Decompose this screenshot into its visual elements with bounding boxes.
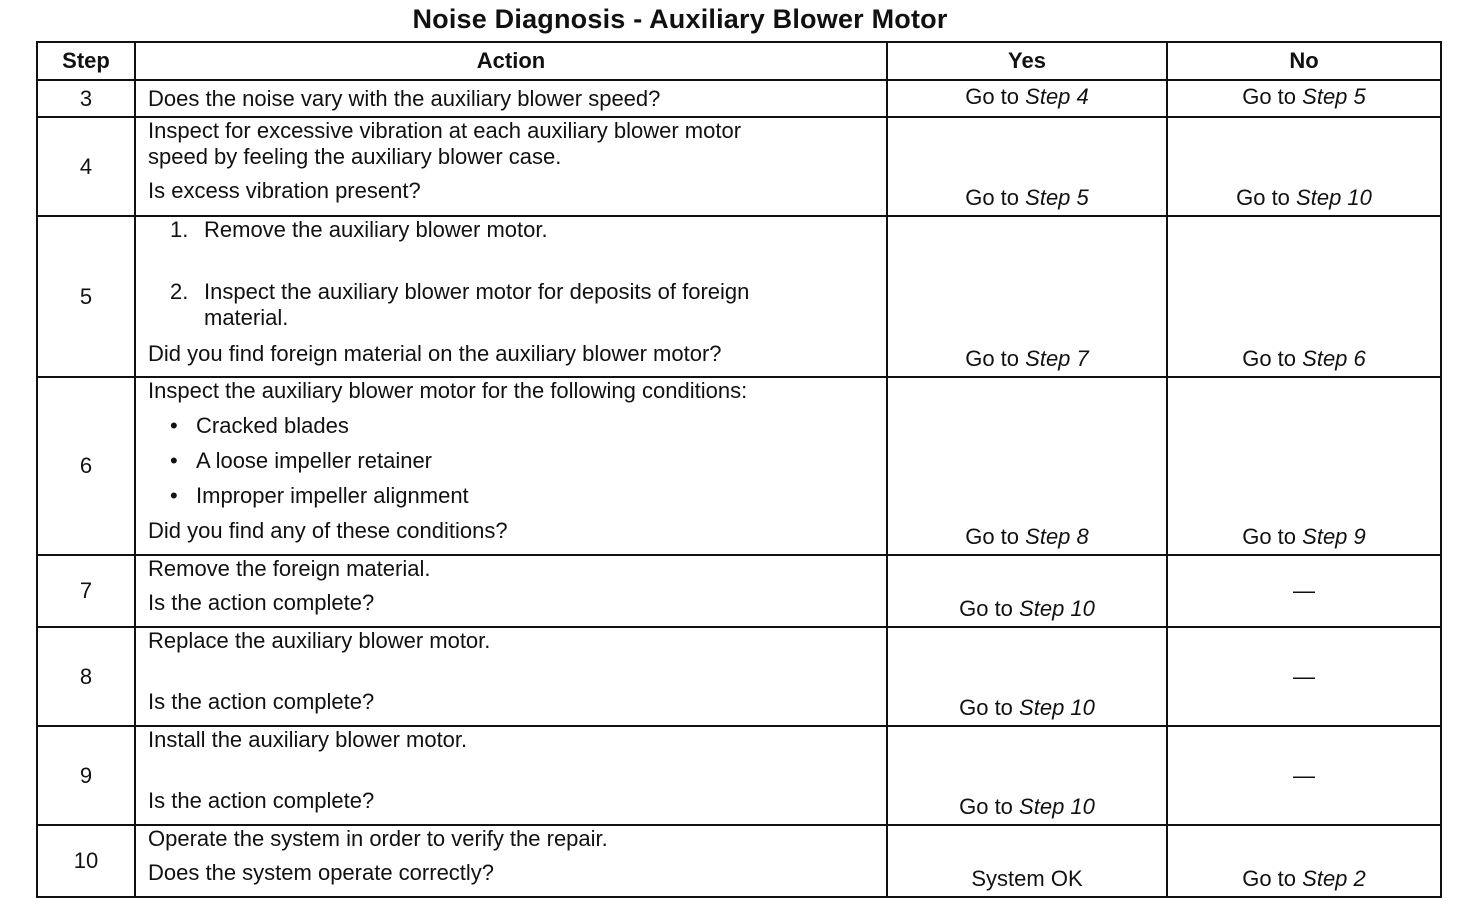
- no-cell: [1167, 117, 1441, 216]
- header-step: Step: [37, 42, 135, 80]
- action-text: Inspect the auxiliary blower motor for the following conditions:: [148, 378, 748, 403]
- no-prefix: Go to: [1242, 83, 1297, 109]
- no-cell: [1167, 825, 1441, 897]
- no-step-ref: Step 9: [1302, 524, 1366, 549]
- table-row: [37, 117, 1441, 216]
- yes-cell: [887, 80, 1167, 117]
- bullet-text: Cracked blades: [196, 413, 349, 438]
- step-number: 5: [37, 216, 135, 377]
- step-number: 4: [37, 117, 135, 216]
- header-action: Action: [135, 42, 887, 80]
- yes-prefix: Go to: [965, 185, 1020, 210]
- table-row: [37, 627, 1441, 726]
- table-row: [37, 825, 1441, 897]
- question-text: Does the system operate correctly?: [148, 860, 495, 885]
- question-text: Is the action complete?: [148, 689, 375, 714]
- bullet-item: [148, 413, 874, 439]
- diagnosis-table: [36, 41, 1442, 898]
- item-text: Inspect the auxiliary blower motor for deposits of foreign material.: [204, 279, 750, 330]
- yes-cell: [887, 555, 1167, 627]
- yes-cell: [887, 726, 1167, 825]
- table-row: [37, 377, 1441, 555]
- yes-cell: [887, 377, 1167, 555]
- bullet-text: Improper impeller alignment: [196, 483, 469, 508]
- no-prefix: Go to: [1242, 866, 1297, 891]
- yes-cell: [887, 216, 1167, 377]
- yes-prefix: Go to: [965, 83, 1020, 109]
- yes-step-ref: Step 10: [1019, 695, 1095, 720]
- no-prefix: Go to: [1242, 346, 1297, 371]
- no-dash: —: [1293, 578, 1315, 603]
- item-number: 2.: [170, 279, 189, 304]
- table-row: [37, 80, 1441, 117]
- header-row: [37, 42, 1441, 80]
- yes-step-ref: Step 10: [1019, 794, 1095, 819]
- yes-step-ref: Step 8: [1025, 524, 1089, 549]
- no-step-ref: Step 2: [1302, 866, 1366, 891]
- document-title: Noise Diagnosis - Auxiliary Blower Motor: [412, 4, 948, 34]
- numbered-item: [148, 217, 874, 243]
- header-no: No: [1167, 42, 1441, 80]
- header-yes: Yes: [887, 42, 1167, 80]
- bullet-icon: •: [170, 483, 178, 508]
- item-number: 1.: [170, 217, 189, 242]
- yes-step-ref: Step 4: [1025, 83, 1089, 109]
- action-text: Operate the system in order to verify the repair.: [148, 826, 608, 851]
- yes-prefix: Go to: [959, 596, 1013, 621]
- action-text: speed by feeling the auxiliary blower case.: [148, 144, 562, 169]
- no-cell: [1167, 377, 1441, 555]
- no-dash: —: [1293, 663, 1315, 689]
- question-text: Is excess vibration present?: [148, 178, 421, 203]
- no-cell: [1167, 627, 1441, 726]
- question-text: Is the action complete?: [148, 788, 375, 813]
- bullet-icon: •: [170, 413, 178, 438]
- action-cell: [135, 726, 887, 825]
- yes-step-ref: Step 5: [1025, 185, 1089, 210]
- step-number: 7: [37, 555, 135, 627]
- no-cell: [1167, 726, 1441, 825]
- action-text: Does the noise vary with the auxiliary blower speed?: [148, 85, 661, 111]
- action-cell: [135, 555, 887, 627]
- question-text: Is the action complete?: [148, 590, 375, 615]
- action-cell: [135, 627, 887, 726]
- yes-cell: [887, 627, 1167, 726]
- no-step-ref: Step 6: [1302, 346, 1366, 371]
- step-number: 6: [37, 377, 135, 555]
- yes-result: System OK: [971, 866, 1083, 891]
- action-cell: [135, 80, 887, 117]
- bullet-icon: •: [170, 448, 178, 473]
- action-text: Install the auxiliary blower motor.: [148, 727, 468, 752]
- numbered-item: [148, 279, 810, 331]
- action-cell: [135, 377, 887, 555]
- bullet-text: A loose impeller retainer: [196, 448, 433, 473]
- step-number: 8: [37, 627, 135, 726]
- yes-step-ref: Step 10: [1019, 596, 1095, 621]
- item-text: Remove the auxiliary blower motor.: [204, 217, 548, 242]
- yes-cell: [887, 117, 1167, 216]
- action-cell: [135, 825, 887, 897]
- action-text: Inspect for excessive vibration at each auxiliary blower motor: [148, 118, 742, 143]
- action-cell: [135, 117, 887, 216]
- action-text: Replace the auxiliary blower motor.: [148, 628, 491, 653]
- yes-prefix: Go to: [965, 346, 1020, 371]
- no-prefix: Go to: [1236, 185, 1290, 210]
- step-number: 3: [37, 80, 135, 117]
- no-dash: —: [1293, 762, 1315, 788]
- no-step-ref: Step 10: [1296, 185, 1372, 210]
- table-row: [37, 726, 1441, 825]
- no-cell: [1167, 216, 1441, 377]
- yes-cell: [887, 825, 1167, 897]
- action-cell: [135, 216, 887, 377]
- table-row: [37, 216, 1441, 377]
- action-text: Remove the foreign material.: [148, 556, 431, 581]
- no-prefix: Go to: [1242, 524, 1297, 549]
- question-text: Did you find foreign material on the auxiliary blower motor?: [148, 341, 722, 366]
- yes-prefix: Go to: [959, 794, 1013, 819]
- no-cell: [1167, 80, 1441, 117]
- step-number: 9: [37, 726, 135, 825]
- bullet-item: [148, 483, 874, 509]
- no-cell: [1167, 555, 1441, 627]
- yes-prefix: Go to: [959, 695, 1013, 720]
- table-row: [37, 555, 1441, 627]
- no-step-ref: Step 5: [1302, 83, 1366, 109]
- step-number: 10: [37, 825, 135, 897]
- yes-step-ref: Step 7: [1025, 346, 1089, 371]
- yes-prefix: Go to: [965, 524, 1020, 549]
- bullet-item: [148, 448, 874, 474]
- question-text: Did you find any of these conditions?: [148, 518, 508, 543]
